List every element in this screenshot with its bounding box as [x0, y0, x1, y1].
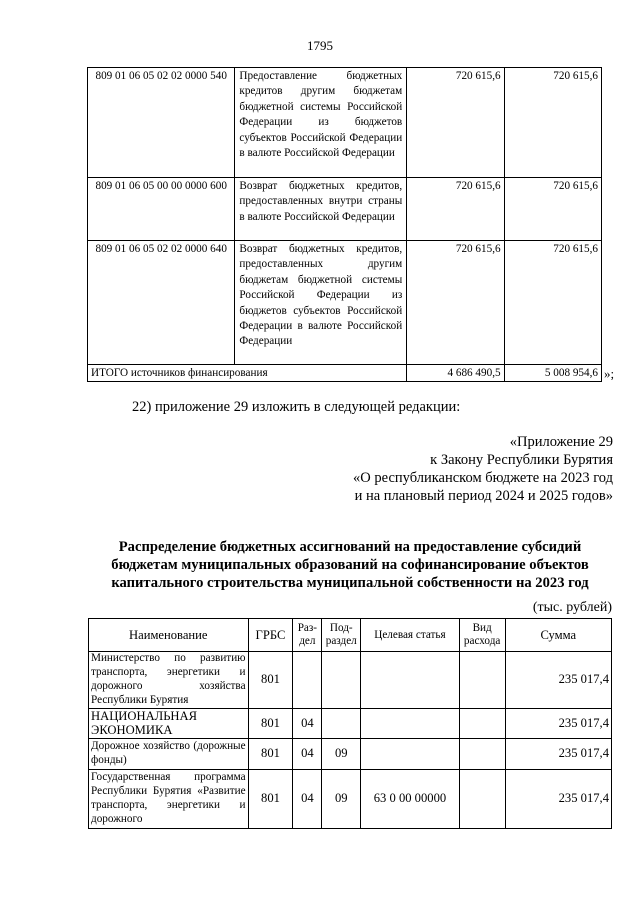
table-row: [89, 709, 612, 739]
row-name: Дорожное хозяйство (дорожные фонды): [89, 739, 249, 770]
budget-code: 809 01 06 05 02 02 0000 640: [88, 241, 235, 365]
row-name: Государственная программа Республики Бурятия «Развитие транспорта, энергетики и дорожного: [89, 770, 249, 829]
table-row: [89, 739, 612, 770]
podrazdel-cell: [322, 652, 361, 709]
appendix-line: к Закону Республики Бурятия: [430, 452, 613, 468]
podrazdel-cell: 09: [322, 739, 361, 770]
target-cell: [361, 709, 459, 739]
budget-code: 809 01 06 05 00 00 0000 600: [88, 178, 235, 241]
appendix-line: «Приложение 29: [509, 434, 613, 450]
appendix-line: и на плановый период 2024 и 2025 годов»: [354, 488, 613, 504]
target-cell: 63 0 00 00000: [361, 770, 459, 829]
razdel-cell: 04: [293, 770, 322, 829]
value-2025: 720 615,6: [504, 68, 601, 178]
heading-line: бюджетам муниципальных образований на софинансирование объектов: [111, 557, 589, 573]
value-2024: 720 615,6: [407, 178, 504, 241]
header-row: [89, 619, 612, 652]
target-cell: [361, 739, 459, 770]
col-sum-header: Сумма: [505, 619, 611, 652]
budget-code: 809 01 06 05 02 02 0000 540: [88, 68, 235, 178]
grbs-cell: 801: [248, 770, 293, 829]
document-heading: [60, 538, 640, 592]
razdel-cell: [293, 652, 322, 709]
row-name: Предоставление бюджетных кредитов другим бюджетам бюджетной системы Российской Федерации из бюджетов субъектов Российской Федерации в валюте Российской Федерации: [235, 68, 407, 178]
row-name: Возврат бюджетных кредитов, предоставленных другим бюджетам бюджетной системы Российской Федерации из бюджетов субъектов Российской Федерации в валюте Российской Федерации: [235, 241, 407, 365]
col-razdel-header: Раз-дел: [293, 619, 322, 652]
table-row: [88, 241, 602, 365]
value-2025: 720 615,6: [504, 178, 601, 241]
page-number: 1795: [307, 38, 333, 53]
total-label: ИТОГО источников финансирования: [88, 365, 407, 382]
closing-quote: »;: [604, 366, 615, 381]
sources-table: [87, 67, 602, 382]
col-name-header: Наименование: [89, 619, 249, 652]
vid-cell: [459, 770, 505, 829]
heading-line: капитального строительства муниципальной собственности на 2023 год: [111, 575, 589, 591]
vid-cell: [459, 739, 505, 770]
grbs-cell: 801: [248, 709, 293, 739]
target-cell: [361, 652, 459, 709]
amendment-item: 22) приложение 29 изложить в следующей редакции:: [132, 399, 461, 415]
col-vid-header: Вид расхода: [459, 619, 505, 652]
col-target-header: Целевая статья: [361, 619, 459, 652]
col-grbs-header: ГРБС: [248, 619, 293, 652]
vid-cell: [459, 652, 505, 709]
appendix-header: [353, 433, 613, 505]
row-name: Возврат бюджетных кредитов, предоставленных внутри страны в валюте Российской Федерации: [235, 178, 407, 241]
table-row: [88, 68, 602, 178]
total-row: [88, 365, 602, 382]
grbs-cell: 801: [248, 652, 293, 709]
value-2024: 720 615,6: [407, 68, 504, 178]
value-2024: 720 615,6: [407, 241, 504, 365]
row-name: НАЦИОНАЛЬНАЯ ЭКОНОМИКА: [89, 709, 249, 739]
razdel-cell: 04: [293, 739, 322, 770]
grbs-cell: 801: [248, 739, 293, 770]
heading-line: Распределение бюджетных ассигнований на предоставление субсидий: [118, 539, 582, 555]
table-row: [89, 770, 612, 829]
vid-cell: [459, 709, 505, 739]
units-label: (тыс. рублей): [532, 600, 612, 615]
sum-cell: 235 017,4: [505, 652, 611, 709]
row-name: Министерство по развитию транспорта, энергетики и дорожного хозяйства Республики Бурятия: [89, 652, 249, 709]
total-2024: 4 686 490,5: [407, 365, 504, 382]
podrazdel-cell: [322, 709, 361, 739]
table-row: [89, 652, 612, 709]
value-2025: 720 615,6: [504, 241, 601, 365]
allocation-table: [88, 618, 612, 829]
table-row: [88, 178, 602, 241]
razdel-cell: 04: [293, 709, 322, 739]
sum-cell: 235 017,4: [505, 770, 611, 829]
col-podrazdel-header: Под-раздел: [322, 619, 361, 652]
podrazdel-cell: 09: [322, 770, 361, 829]
appendix-line: «О республиканском бюджете на 2023 год: [353, 470, 613, 486]
sum-cell: 235 017,4: [505, 709, 611, 739]
total-2025: 5 008 954,6: [504, 365, 601, 382]
sum-cell: 235 017,4: [505, 739, 611, 770]
